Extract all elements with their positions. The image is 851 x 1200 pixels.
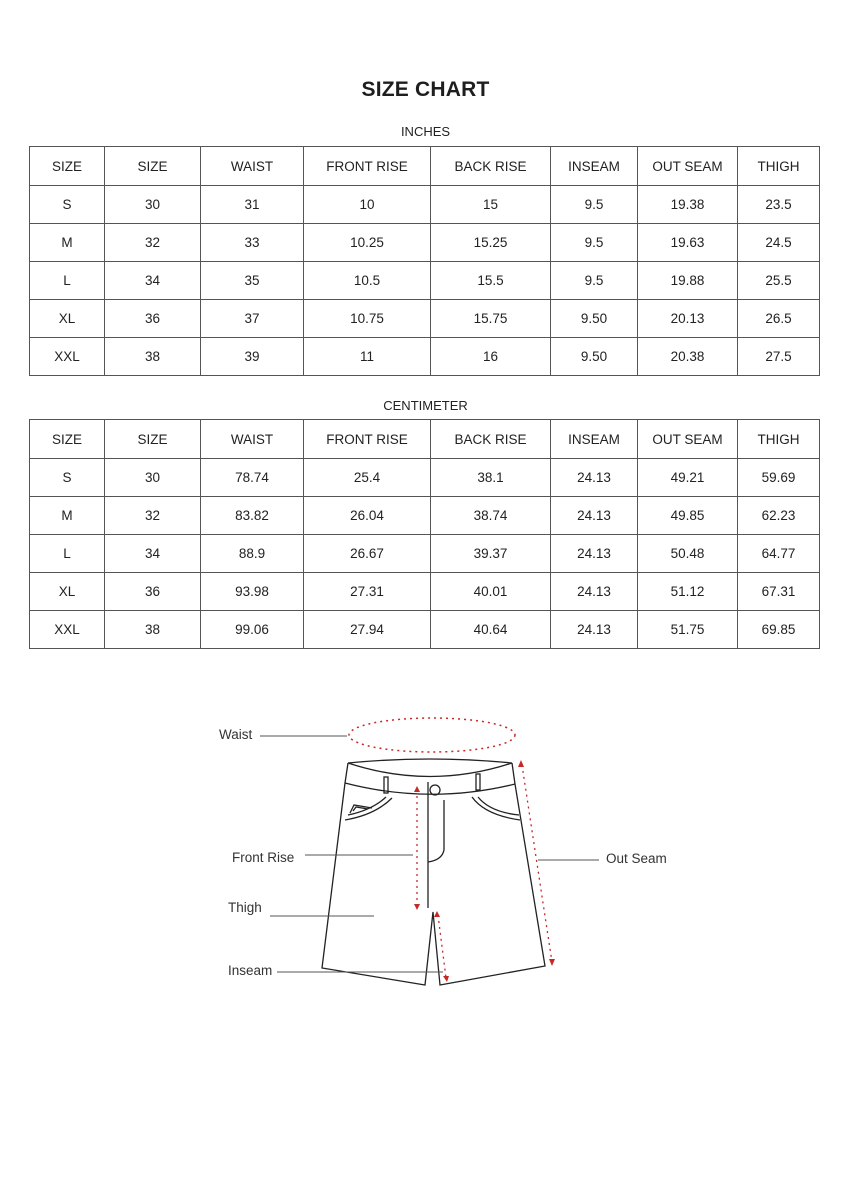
table-cell: 15.5 (431, 262, 551, 300)
table-row (30, 535, 820, 573)
column-header: INSEAM (551, 147, 638, 186)
table-cell: 34 (105, 262, 201, 300)
table-cell: 33 (201, 224, 304, 262)
table-cell: 39.37 (431, 535, 551, 573)
column-header: THIGH (738, 147, 820, 186)
table-cell: 51.12 (638, 573, 738, 611)
table-cell: M (30, 224, 105, 262)
table-cell: 16 (431, 338, 551, 376)
table-cell: 37 (201, 300, 304, 338)
table-cell: 19.88 (638, 262, 738, 300)
column-header: BACK RISE (431, 147, 551, 186)
table-row (30, 573, 820, 611)
table-cell: 11 (304, 338, 431, 376)
table-cell: 25.5 (738, 262, 820, 300)
table-cell: 19.38 (638, 186, 738, 224)
table-cell: 35 (201, 262, 304, 300)
shorts-outline (322, 759, 545, 985)
arrow-down-icon (443, 976, 449, 982)
table-cell: 59.69 (738, 459, 820, 497)
table-cell: 62.23 (738, 497, 820, 535)
table-cell: 9.50 (551, 338, 638, 376)
column-header: BACK RISE (431, 420, 551, 459)
table-cell: 34 (105, 535, 201, 573)
table-cell: 93.98 (201, 573, 304, 611)
table-row (30, 224, 820, 262)
column-header: SIZE (30, 147, 105, 186)
table-cell: 26.5 (738, 300, 820, 338)
table-cell: 15 (431, 186, 551, 224)
table-cell: 38.1 (431, 459, 551, 497)
table-cell: 38.74 (431, 497, 551, 535)
column-header: WAIST (201, 147, 304, 186)
arrow-up-icon (518, 760, 524, 767)
centimeter-label: CENTIMETER (383, 398, 468, 413)
column-header: OUT SEAM (638, 147, 738, 186)
table-cell: 9.5 (551, 262, 638, 300)
table-cell: 23.5 (738, 186, 820, 224)
table-cell: 9.5 (551, 186, 638, 224)
table-cell: 78.74 (201, 459, 304, 497)
arrow-up-icon (434, 911, 440, 917)
table-cell: 49.21 (638, 459, 738, 497)
out-seam-measure (522, 765, 552, 962)
out-seam-label: Out Seam (606, 851, 667, 866)
table-cell: 24.5 (738, 224, 820, 262)
table-cell: 24.13 (551, 573, 638, 611)
leader-lines (260, 736, 599, 972)
table-cell: 26.04 (304, 497, 431, 535)
table-row (30, 300, 820, 338)
table-cell: 30 (105, 186, 201, 224)
column-header: SIZE (30, 420, 105, 459)
button-icon (430, 785, 440, 795)
table-cell: 30 (105, 459, 201, 497)
arrow-down-icon (414, 904, 420, 910)
column-header: THIGH (738, 420, 820, 459)
shorts-diagram (0, 690, 851, 1010)
table-cell: 67.31 (738, 573, 820, 611)
table-cell: 32 (105, 224, 201, 262)
waist-label: Waist (219, 727, 253, 742)
waist-measure (349, 718, 515, 752)
table-cell: 27.31 (304, 573, 431, 611)
table-cell: 99.06 (201, 611, 304, 649)
table-cell: 26.67 (304, 535, 431, 573)
table-cell: 38 (105, 338, 201, 376)
table-cell: 24.13 (551, 497, 638, 535)
table-cell: XXL (30, 611, 105, 649)
table-cell: 88.9 (201, 535, 304, 573)
page-title: SIZE CHART (361, 78, 490, 101)
table-cell: 50.48 (638, 535, 738, 573)
table-cell: 31 (201, 186, 304, 224)
table-cell: 9.5 (551, 224, 638, 262)
table-cell: 20.13 (638, 300, 738, 338)
table-row (30, 459, 820, 497)
table-cell: 40.64 (431, 611, 551, 649)
table-cell: L (30, 535, 105, 573)
arrow-down-icon (549, 959, 555, 966)
table-cell: 20.38 (638, 338, 738, 376)
inseam-measure (438, 915, 446, 978)
table-cell: 64.77 (738, 535, 820, 573)
table-cell: 25.4 (304, 459, 431, 497)
table-row (30, 338, 820, 376)
table-cell: 24.13 (551, 459, 638, 497)
table-cell: 83.82 (201, 497, 304, 535)
table-cell: 51.75 (638, 611, 738, 649)
table-cell: 10.75 (304, 300, 431, 338)
inseam-label: Inseam (228, 963, 273, 978)
header-row (30, 420, 820, 459)
table-row (30, 611, 820, 649)
column-header: SIZE (105, 420, 201, 459)
table-cell: 19.63 (638, 224, 738, 262)
table-cell: 9.50 (551, 300, 638, 338)
header-row (30, 147, 820, 186)
belt-loop-right (476, 774, 480, 790)
arrow-up-icon (414, 786, 420, 792)
table-cell: XL (30, 300, 105, 338)
table-cell: 27.94 (304, 611, 431, 649)
centimeter-table (29, 419, 820, 649)
table-cell: XL (30, 573, 105, 611)
waistband-curve (348, 763, 512, 777)
column-header: FRONT RISE (304, 147, 431, 186)
table-cell: 24.13 (551, 535, 638, 573)
table-cell: XXL (30, 338, 105, 376)
inches-label: INCHES (400, 124, 451, 139)
table-cell: 38 (105, 611, 201, 649)
table-cell: 32 (105, 497, 201, 535)
table-cell: 10.25 (304, 224, 431, 262)
waistband-top (348, 759, 512, 763)
table-cell: 49.85 (638, 497, 738, 535)
table-row (30, 262, 820, 300)
column-header: WAIST (201, 420, 304, 459)
table-cell: M (30, 497, 105, 535)
table-cell: 27.5 (738, 338, 820, 376)
table-cell: 36 (105, 573, 201, 611)
inches-table (29, 146, 820, 376)
front-rise-label: Front Rise (232, 850, 295, 865)
table-cell: 10 (304, 186, 431, 224)
table-cell: 10.5 (304, 262, 431, 300)
table-row (30, 497, 820, 535)
table-cell: S (30, 459, 105, 497)
table-cell: 36 (105, 300, 201, 338)
column-header: INSEAM (551, 420, 638, 459)
column-header: FRONT RISE (304, 420, 431, 459)
table-cell: 40.01 (431, 573, 551, 611)
table-cell: 15.75 (431, 300, 551, 338)
table-cell: S (30, 186, 105, 224)
table-row (30, 186, 820, 224)
table-cell: 15.25 (431, 224, 551, 262)
thigh-label: Thigh (228, 900, 262, 915)
table-cell: 69.85 (738, 611, 820, 649)
column-header: OUT SEAM (638, 420, 738, 459)
table-cell: 39 (201, 338, 304, 376)
table-cell: 24.13 (551, 611, 638, 649)
column-header: SIZE (105, 147, 201, 186)
table-cell: L (30, 262, 105, 300)
